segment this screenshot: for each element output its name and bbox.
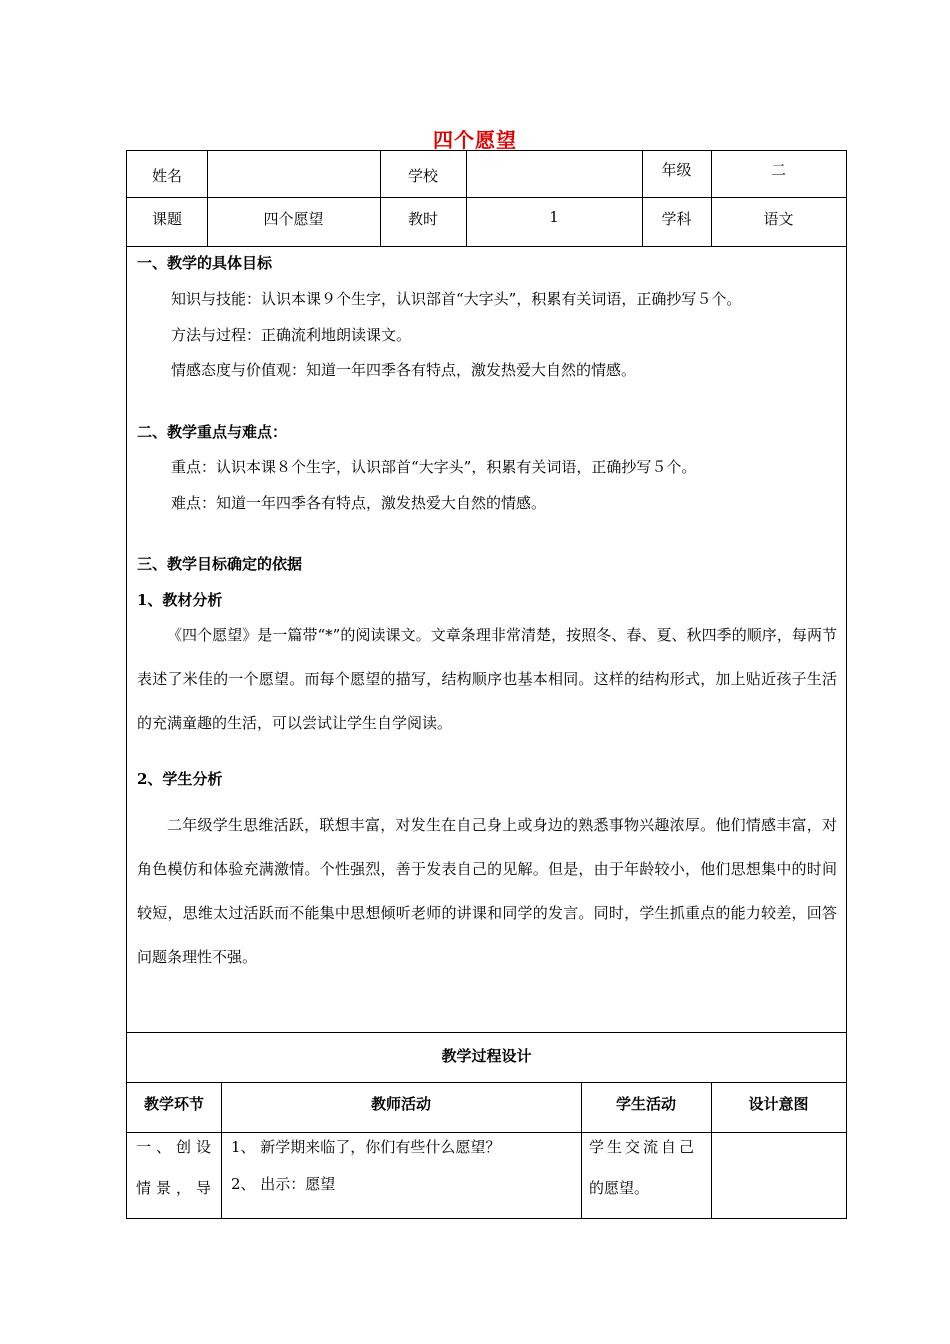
value-topic: 四个愿望 — [263, 210, 324, 228]
objective-method: 方法与过程：正确流利地朗读课文。 — [171, 326, 412, 344]
value-periods: 1 — [549, 208, 559, 226]
row-divider — [127, 197, 846, 198]
section-heading-key-points: 二、教学重点与难点： — [137, 423, 288, 441]
subheading-material-analysis: 1、教材分析 — [137, 591, 223, 609]
row-divider — [127, 246, 846, 247]
col-header-student: 学生活动 — [615, 1095, 676, 1113]
row-divider — [127, 1132, 846, 1133]
label-topic: 课题 — [151, 210, 182, 228]
label-name: 姓名 — [151, 167, 182, 185]
stage-text: 情景，导 — [136, 1179, 217, 1197]
student-activity: 的愿望。 — [589, 1179, 650, 1197]
difficult-point: 难点：知道一年四季各有特点，激发热爱大自然的情感。 — [171, 494, 547, 512]
label-periods: 教时 — [407, 210, 438, 228]
col-header-teacher: 教师活动 — [370, 1095, 431, 1113]
process-heading: 教学过程设计 — [441, 1047, 532, 1065]
teacher-activity: 2、 出示：愿望 — [231, 1175, 336, 1193]
objective-attitude: 情感态度与价值观：知道一年四季各有特点，激发热爱大自然的情感。 — [171, 361, 637, 379]
value-grade: 二 — [770, 161, 786, 179]
student-activity: 学生交流自己 — [589, 1138, 698, 1156]
section-heading-basis: 三、教学目标确定的依据 — [137, 555, 303, 573]
label-school: 学校 — [407, 167, 438, 185]
col-header-stage: 教学环节 — [143, 1095, 204, 1113]
teacher-activity: 1、 新学期来临了，你们有些什么愿望？ — [231, 1138, 501, 1156]
objective-knowledge: 知识与技能：认识本课９个生字，认识部首“大字头”，积累有关词语，正确抄写５个。 — [171, 290, 742, 308]
row-divider — [127, 1032, 846, 1033]
label-grade: 年级 — [661, 161, 692, 179]
subheading-student-analysis: 2、学生分析 — [137, 770, 223, 788]
stage-text: 一、创设 — [136, 1138, 217, 1156]
section-heading-objectives: 一、教学的具体目标 — [137, 254, 273, 272]
lesson-plan-table — [126, 150, 847, 1219]
col-divider — [466, 151, 467, 246]
col-divider — [207, 151, 208, 246]
value-subject: 语文 — [763, 210, 794, 228]
key-point: 重点：认识本课８个生字，认识部首“大字头”，积累有关词语，正确抄写５个。 — [171, 458, 697, 476]
row-divider — [127, 1082, 846, 1083]
paragraph-student-analysis: 二年级学生思维活跃，联想丰富，对发生在自己身上或身边的熟悉事物兴趣浓厚。他们情感丰富，对角色模仿和体验充满激情。个性强烈，善于发表自己的见解。但是，由于年龄较小，他们思想集中的时间较短，思维太过活跃而不能集中思想倾听老师的讲课和同学的发言。同时，学生抓重点的能力较差，回答问题条理性不强。 — [137, 816, 837, 966]
col-header-intent: 设计意图 — [748, 1095, 809, 1113]
label-subject: 学科 — [661, 210, 692, 228]
document-title: 四个愿望 — [433, 128, 517, 152]
paragraph-material-analysis: 《四个愿望》是一篇带“*”的阅读课文。文章条理非常清楚，按照冬、春、夏、秋四季的顺序，每两节表述了米佳的一个愿望。而每个愿望的描写，结构顺序也基本相同。这样的结构形式，加上贴近孩子生活的充满童趣的生活，可以尝试让学生自学阅读。 — [137, 626, 837, 732]
